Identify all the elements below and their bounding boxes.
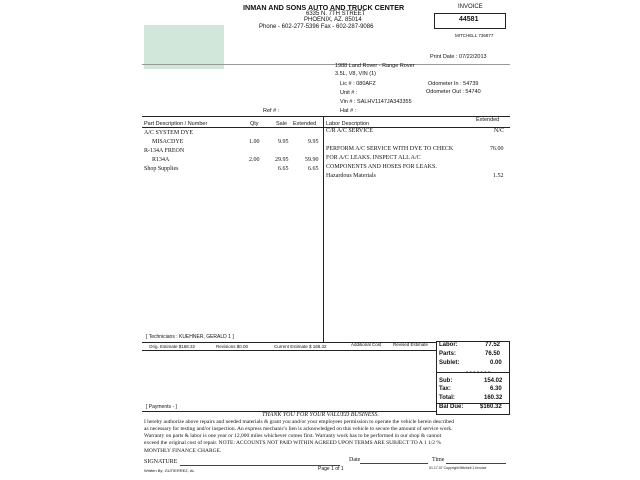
vehicle-lic: Lic # : 080AFZ <box>340 81 376 87</box>
totals-label: Bal Due: <box>439 404 464 410</box>
parts-row-extended: 59.90 <box>305 157 319 163</box>
odometer-out: Odometer Out : 54740 <box>426 89 481 95</box>
totals-value: 76.50 <box>485 351 501 357</box>
revised-estimate: Revised Estimate <box>393 342 429 347</box>
page-number: Page 1 of 1 <box>318 466 344 472</box>
date-label: Date <box>349 457 361 463</box>
ref-number: Ref # : <box>263 108 280 114</box>
payments: [ Payments - ] <box>146 404 177 410</box>
estimate-bottom-line <box>142 350 436 351</box>
parts-row-qty: 2.00 <box>249 157 260 163</box>
date-line <box>360 463 428 464</box>
totals-label: Parts: <box>439 351 457 357</box>
vehicle-hat: Hat # : <box>340 108 357 114</box>
parts-header-extended: Extended <box>293 121 317 127</box>
parts-row-qty: 1.00 <box>249 139 260 145</box>
totals-value: 0.00 <box>490 360 502 366</box>
time-line <box>446 463 506 464</box>
copyright: 01.17.07 Copyright Mitchell 1 Invoice <box>429 466 487 470</box>
authorization-line: Warranty on parts & labor is one year or 12,000 miles whichever comes first. Warranty work has to be performed in our shop & cannot <box>144 433 442 439</box>
vehicle-engine: 3.5L, V8, VIN (1) <box>335 71 376 77</box>
authorization-line: I hereby authorize above repairs and needed materials & grant you and/or your employees permission to operate the vehicle herein described <box>144 419 455 425</box>
company-phone: Phone - 602-277-5396 Fax - 602-287-9086 <box>259 24 374 30</box>
totals-value: 6.30 <box>490 386 502 392</box>
invoice-number: 44581 <box>459 16 479 23</box>
company-address-1: 6335 N. 7TH STREET <box>306 11 366 17</box>
parts-row-sale: 6.65 <box>278 166 289 172</box>
orig-estimate: Orig. Estimate $168.32 <box>149 344 196 349</box>
vehicle-vin: Vin # : SALHV1147JA343355 <box>340 99 412 105</box>
totals-value: 154.02 <box>484 378 503 384</box>
totals-label: Sublet: <box>439 360 460 366</box>
green-stamp <box>144 25 224 69</box>
labor-row-desc: FOR A/C LEAKS. INSPECT ALL A/C <box>326 155 421 161</box>
totals-value: 77.52 <box>485 342 501 348</box>
totals-label: Tax: <box>439 386 451 392</box>
parts-row-sale: 29.95 <box>275 157 289 163</box>
authorization-line: MONTHLY FINANCE CHARGE. <box>144 448 222 454</box>
totals-separator: - - - - - - - <box>466 369 490 375</box>
vehicle-model: 1988 Land Rover - Range Rover <box>335 63 415 69</box>
estimate-top-line <box>142 342 436 343</box>
totals-value: 160.32 <box>484 395 503 401</box>
parts-row-desc: R-134A FREON <box>144 148 185 154</box>
parts-row-desc: A/C SYSTEM DYE <box>144 130 194 136</box>
parts-header-desc: Part Description / Number <box>144 121 208 127</box>
header-divider <box>142 64 510 65</box>
invoice-label: INVOICE <box>458 4 483 10</box>
labor-header-desc: Labor Description <box>326 121 370 127</box>
thank-you: THANK YOU FOR YOUR VALUED BUSINESS. <box>262 412 379 418</box>
parts-header-qty: Qty <box>250 121 259 127</box>
parts-row-extended: 9.95 <box>308 139 319 145</box>
vehicle-unit: Unit # : <box>340 90 358 96</box>
table-mid-divider <box>323 116 324 342</box>
parts-row-desc: Shop Supplies <box>144 166 179 172</box>
revisions: Revisions $0.00 <box>216 344 249 349</box>
parts-row-desc: MISACDYE <box>152 139 184 145</box>
company-name: INMAN AND SONS AUTO AND TRUCK CENTER <box>243 3 405 12</box>
signature-line <box>180 465 340 466</box>
current-estimate: Current Estimate $ 168.32 <box>274 344 327 349</box>
totals-label: Total: <box>439 395 455 401</box>
totals-label: Labor: <box>439 342 458 348</box>
parts-header-sale: Sale <box>276 121 288 127</box>
labor-row-extended: 76.00 <box>490 146 504 152</box>
labor-header-extended: Extended <box>476 117 500 123</box>
labor-row-extended: N/C <box>494 128 505 134</box>
labor-row-desc: PERFORM A/C SERVICE WITH DYE TO CHECK <box>326 146 454 152</box>
time-label: Time <box>432 457 445 463</box>
mitchell-code: MITCHELL 736877 <box>455 33 494 38</box>
company-address-2: PHOENIX, AZ. 85014 <box>304 17 362 23</box>
technicians: [ Technicians : KUEHNER, GERALD 1 ] <box>146 334 234 340</box>
additional-cost: Additional Cost <box>351 342 382 347</box>
signature-label: SIGNATURE <box>144 459 178 465</box>
print-date: Print Date : 07/22/2013 <box>430 54 487 60</box>
authorization-line: exceed the original cost of repair. NOTE: ACCOUNTS NOT PAID WITHIN AGREED UPON TERMS ARE SUBJECT TO A 1 1/2 % <box>144 440 441 446</box>
labor-row-desc: Hazardous Materials <box>326 173 376 179</box>
totals-label: Sub: <box>439 378 453 384</box>
labor-row-desc: COMPONENTS AND HOSES FOR LEAKS. <box>326 164 437 170</box>
odometer-in: Odometer In : 54739 <box>428 81 479 87</box>
parts-row-desc: R134A <box>152 157 170 163</box>
parts-row-sale: 9.95 <box>278 139 289 145</box>
table-top-line <box>142 116 510 117</box>
totals-value: $160.32 <box>480 404 502 410</box>
parts-row-extended: 6.65 <box>308 166 319 172</box>
written-by: Written By: GUTIERREZ, AL <box>144 468 195 473</box>
labor-row-desc: C/R A/C SERVICE <box>326 128 373 134</box>
authorization-line: as necessary for testing and/or inspection. An express mechanic's lien is acknowledged on this vehicle to secure the amount of service work. <box>144 426 453 432</box>
labor-row-extended: 1.52 <box>493 173 504 179</box>
